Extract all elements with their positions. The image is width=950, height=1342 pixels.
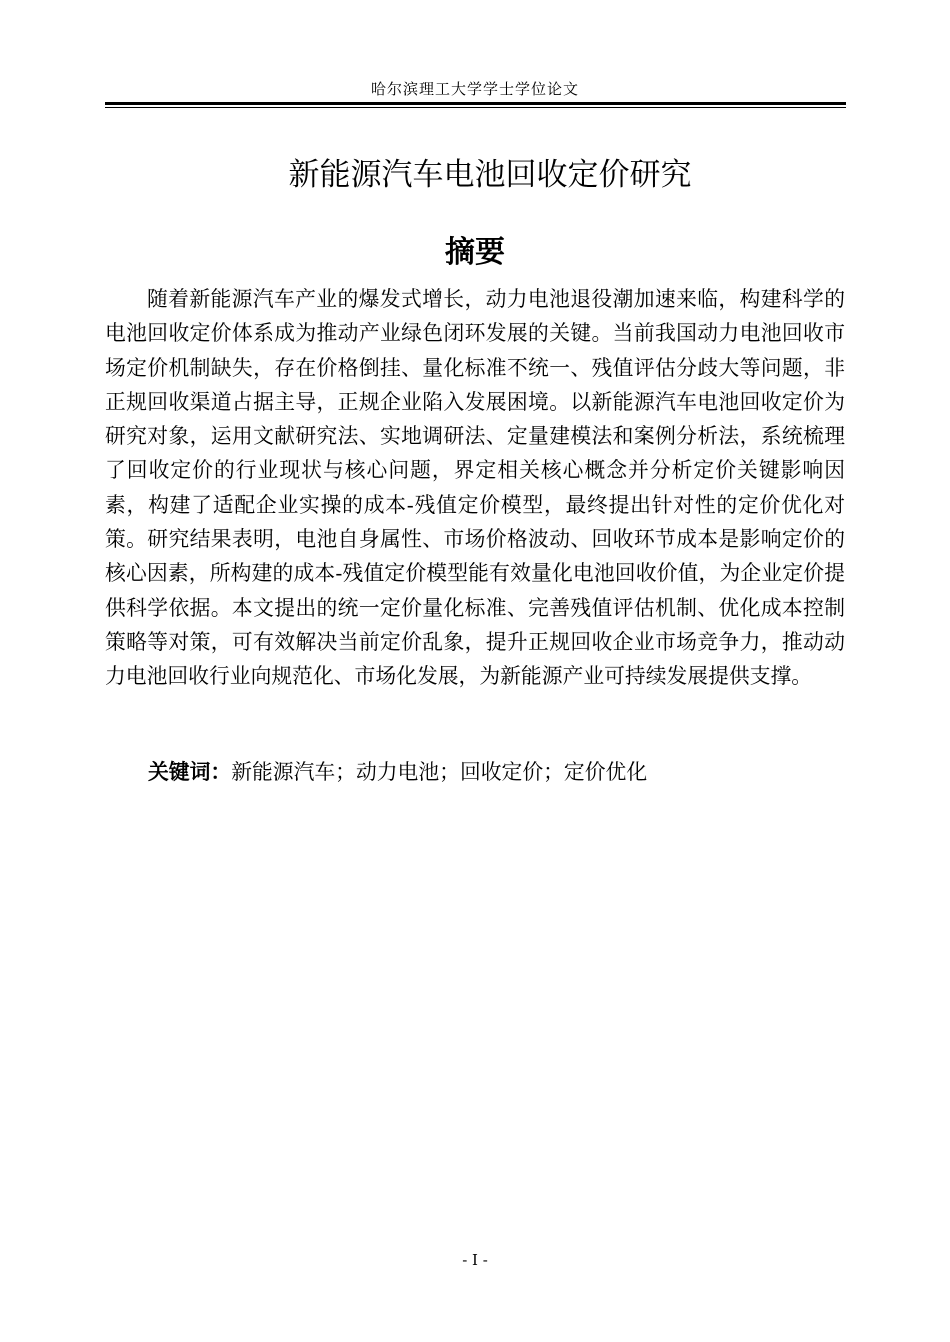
running-header: 哈尔滨理工大学学士学位论文 (370, 80, 579, 98)
keywords-line (148, 752, 848, 792)
keywords-label: 关键词： (148, 760, 232, 784)
paper-title: 新能源汽车电池回收定价研究 (288, 157, 692, 193)
header-rule-thin (105, 107, 846, 108)
keywords-value: 新能源汽车；动力电池；回收定价；定价优化 (231, 760, 648, 784)
abstract-heading: 摘要 (445, 235, 505, 270)
page-number: - I - (462, 1251, 488, 1269)
header-rule-thick (105, 102, 846, 105)
abstract-body: 随着新能源汽车产业的爆发式增长，动力电池退役潮加速来临，构建科学的电池回收定价体系成为推动产业绿色闭环发展的关键。当前我国动力电池回收市场定价机制缺失，存在价格倒挂、量化标准不统一、残值评估分歧大等问题，非正规回收渠道占据主导，正规企业陷入发展困境。以新能源汽车电池回收定价为研究对象，运用文献研究法、实地调研法、定量建模法和案例分析法，系统梳理了回收定价的行业现状与核心问题，界定相关核心概念并分析定价关键影响因素，构建了适配企业实操的成本-残值定价模型，最终提出针对性的定价优化对策。研究结果表明，电池自身属性、市场价格波动、回收环节成本是影响定价的核心因素，所构建的成本-残值定价模型能有效量化电池回收价值，为企业定价提供科学依据。本文提出的统一定价量化标准、完善残值评估机制、优化成本控制策略等对策，可有效解决当前定价乱象，提升正规回收企业市场竞争力，推动动力电池回收行业向规范化、市场化发展，为新能源产业可持续发展提供支撑。 (105, 287, 845, 689)
